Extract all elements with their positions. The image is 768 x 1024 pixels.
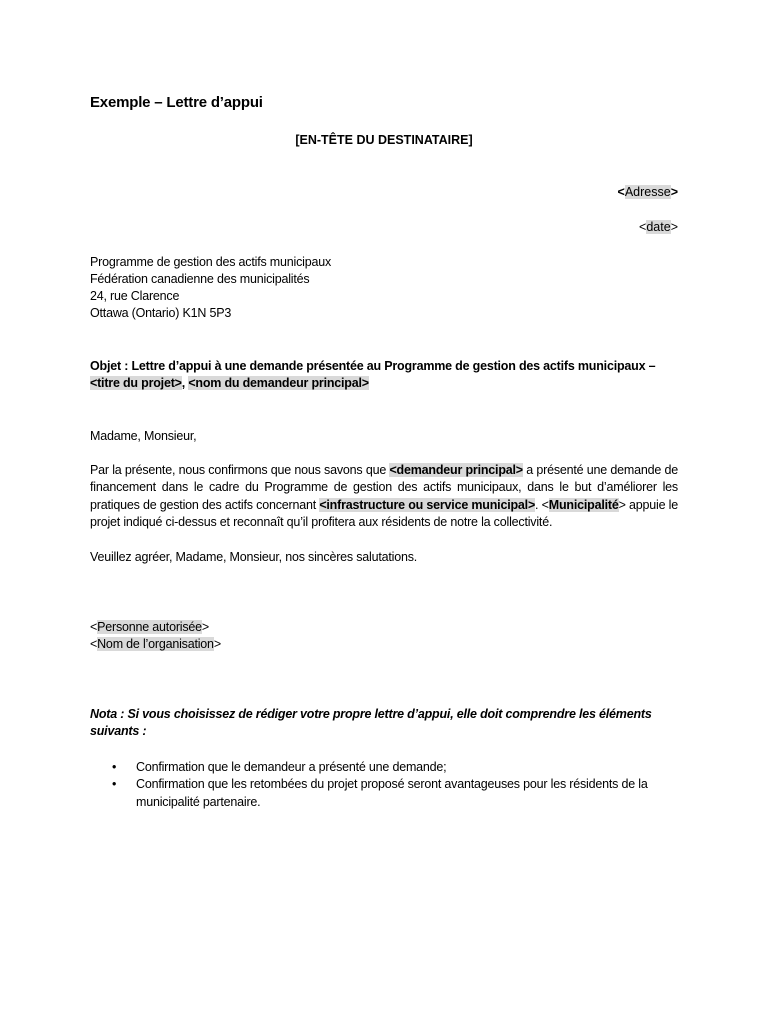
list-item: • Confirmation que les retombées du projet proposé seront avantageuses pour les résidents de la municipalité partenaire.	[112, 777, 648, 809]
closing-line: Veuillez agréer, Madame, Monsieur, nos sincères salutations.	[90, 550, 418, 564]
bullet-icon: •	[112, 777, 117, 792]
address-text: Adresse	[624, 185, 671, 199]
requirements-list	[90, 759, 680, 811]
nota-instructions: Nota : Si vous choisissez de rédiger votre propre lettre d’appui, elle doit comprendre les éléments suivants :	[90, 707, 652, 739]
recipient-line-1: Programme de gestion des actifs municipaux	[90, 255, 332, 269]
document-title: Exemple – Lettre d’appui	[90, 94, 263, 111]
signature-person-text: Personne autorisée	[97, 620, 202, 634]
recipient-line-2: Fédération canadienne des municipalités	[90, 272, 310, 286]
recipient-line-3: 24, rue Clarence	[90, 289, 180, 303]
subject-project-title: <titre du projet>	[90, 376, 182, 391]
subject-line	[90, 358, 678, 393]
infrastructure-placeholder: <infrastructure ou service municipal>	[319, 497, 536, 512]
date-placeholder: <date>	[639, 220, 678, 234]
bullet-icon: •	[112, 760, 117, 774]
signature-person: <Personne autorisée>	[90, 620, 210, 634]
list-item: • Confirmation que le demandeur a présenté une demande;	[90, 759, 680, 776]
subject-separator: ,	[181, 376, 189, 391]
subject-prefix: Objet : Lettre d’appui à une demande présentée au Programme de gestion des actifs municipaux –	[90, 359, 656, 373]
salutation: Madame, Monsieur,	[90, 429, 197, 443]
date-text: date	[646, 220, 671, 234]
signature-organization-text: Nom de l’organisation	[97, 637, 214, 651]
municipality-open: <	[541, 497, 549, 512]
address-placeholder: <Adresse>	[617, 185, 678, 199]
body-paragraph	[90, 462, 678, 531]
lead-applicant-placeholder: <demandeur principal>	[389, 463, 523, 477]
recipient-letterhead: [EN-TÊTE DU DESTINATAIRE]	[295, 133, 473, 147]
body-text-2: a présenté une demande de financement dans le cadre du Programme de gestion des actifs municipaux, dans le but d’améliorer les pratiques de gestion des actifs concernant	[90, 463, 678, 512]
municipality-placeholder: Municipalité	[548, 497, 619, 512]
signature-organization: <Nom de l’organisation>	[90, 637, 221, 651]
recipient-line-4: Ottawa (Ontario) K1N 5P3	[90, 306, 232, 320]
subject-applicant: <nom du demandeur principal>	[188, 376, 369, 391]
body-text-4: appuie le projet indiqué ci-dessus et reconnaît qu’il profitera aux résidents de notre la collectivité.	[90, 497, 679, 529]
body-text-1: Par la présente, nous confirmons que nous savons que	[90, 463, 390, 477]
body-text-3: .	[535, 497, 542, 512]
municipality-close: >	[618, 497, 626, 512]
